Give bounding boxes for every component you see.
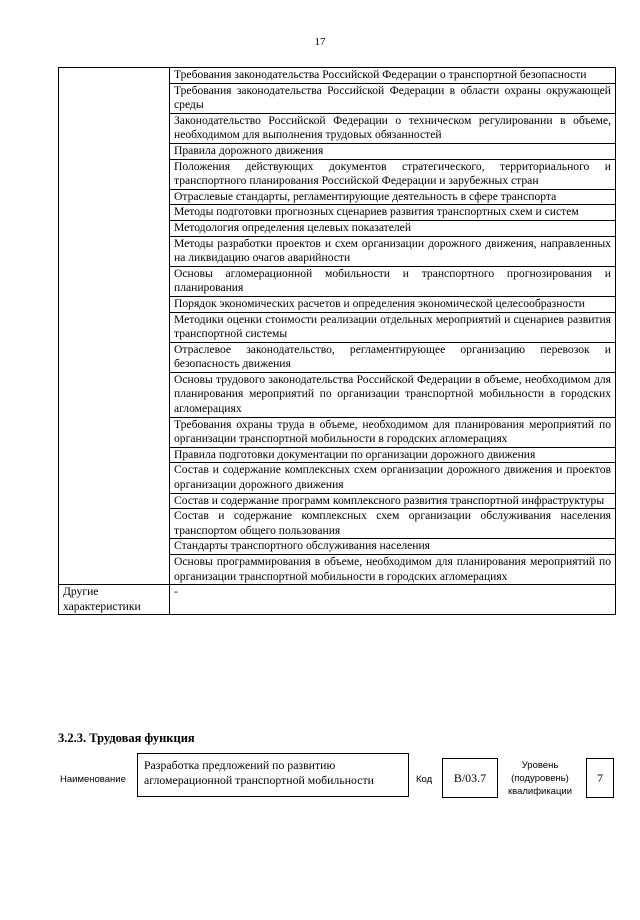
- requirement-item: Состав и содержание комплексных схем организации обслуживания населения транспортом общего пользования: [170, 509, 616, 539]
- table-row: [59, 68, 616, 84]
- requirement-item: Законодательство Российской Федерации о техническом регулировании в объеме, необходимом для выполнения трудовых обязанностей: [170, 113, 616, 143]
- requirement-item: Правила подготовки документации по организации дорожного движения: [170, 447, 616, 463]
- table-row: [59, 585, 616, 615]
- requirement-item: Требования охраны труда в объеме, необходимом для планирования мероприятий по организации транспортной мобильности в городских агломерациях: [170, 417, 616, 447]
- requirement-item: Основы трудового законодательства Российской Федерации в объеме, необходимом для планирования мероприятий по организации транспортной мобильности в городских агломерациях: [170, 372, 616, 417]
- requirement-item: Отраслевые стандарты, регламентирующие деятельность в сфере транспорта: [170, 189, 616, 205]
- requirement-item: Порядок экономических расчетов и определения экономической целесообразности: [170, 296, 616, 312]
- requirement-item: Основы агломерационной мобильности и транспортного прогнозирования и планирования: [170, 266, 616, 296]
- other-characteristics-label: Другие характеристики: [59, 585, 170, 615]
- requirement-item: Стандарты транспортного обслуживания населения: [170, 539, 616, 555]
- requirement-item: Методы подготовки прогнозных сценариев развития транспортных схем и систем: [170, 205, 616, 221]
- page-number: 17: [314, 36, 326, 48]
- requirement-item: Состав и содержание комплексных схем организации дорожного движения и проектов организации дорожного движения: [170, 463, 616, 493]
- function-code-box: В/03.7: [442, 758, 498, 798]
- requirement-item: Положения действующих документов стратегического, территориального и транспортного планирования Российской Федерации и зарубежных стран: [170, 159, 616, 189]
- requirement-item: Требования законодательства Российской Федерации о транспортной безопасности: [170, 68, 616, 84]
- requirement-item: Правила дорожного движения: [170, 143, 616, 159]
- function-level-box: 7: [586, 758, 614, 798]
- requirement-item: Методики оценки стоимости реализации отдельных мероприятий и сценариев развития транспортной системы: [170, 312, 616, 342]
- section-title: 3.2.3. Трудовая функция: [58, 731, 195, 745]
- requirement-item: Отраслевое законодательство, регламентирующее организацию перевозок и безопасность движения: [170, 342, 616, 372]
- other-characteristics-value: -: [170, 585, 616, 615]
- requirements-table: [58, 67, 616, 615]
- code-label: Код: [416, 774, 433, 785]
- requirement-item: Требования законодательства Российской Федерации в области охраны окружающей среды: [170, 83, 616, 113]
- requirement-item: Состав и содержание программ комплексного развития транспортной инфраструктуры: [170, 493, 616, 509]
- function-name-box: Разработка предложений по развитию агломерационной транспортной мобильности: [137, 753, 409, 797]
- required-knowledge-label-cell: [59, 68, 170, 585]
- level-label: Уровень (подуровень) квалификации: [507, 760, 573, 797]
- requirement-item: Методология определения целевых показателей: [170, 220, 616, 236]
- name-label: Наименование: [60, 774, 126, 785]
- requirement-item: Основы программирования в объеме, необходимом для планирования мероприятий по организации транспортной мобильности в городских агломерациях: [170, 555, 616, 585]
- requirement-item: Методы разработки проектов и схем организации дорожного движения, направленных на ликвидацию очагов аварийности: [170, 236, 616, 266]
